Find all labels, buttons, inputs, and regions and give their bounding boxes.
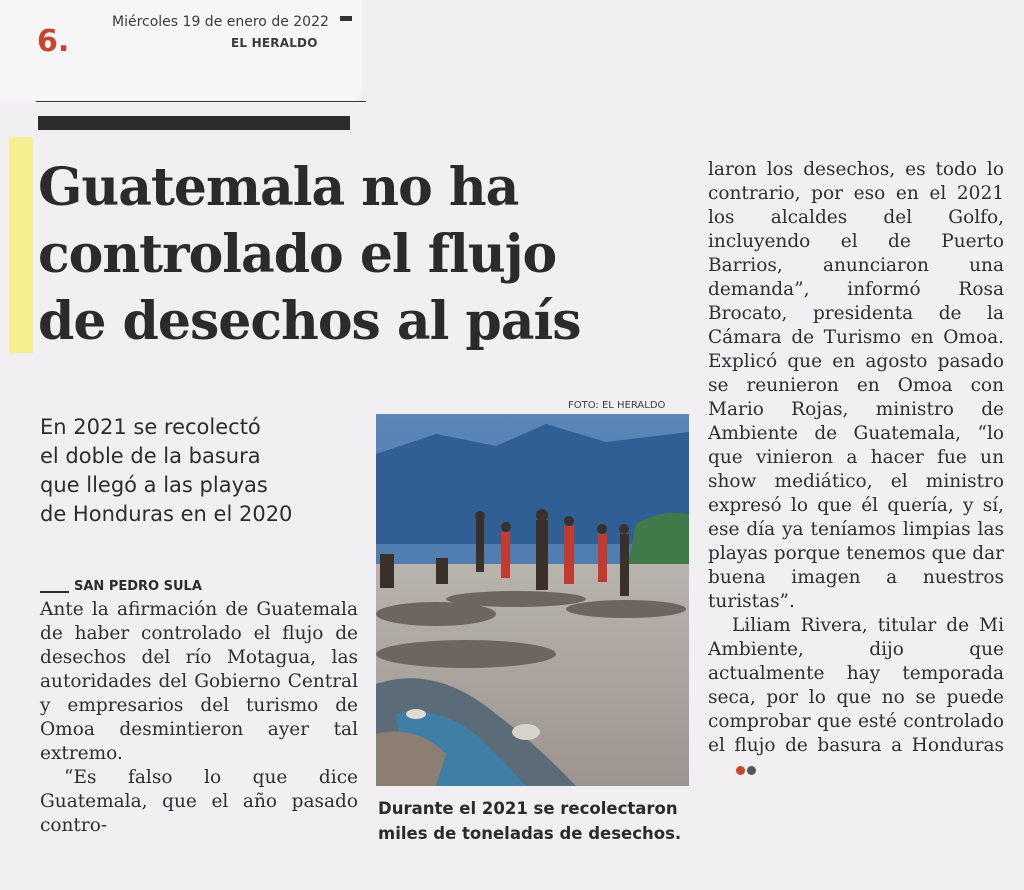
body-paragraph: Ante la afirmación de Guatemala de haber controlado el flujo de desechos del río Motagua, las autoridades del Gobierno Central y empresarios del turismo de Omoa desmintieron ayer tal extremo. <box>40 599 358 764</box>
beach-cleanup-photo <box>376 414 689 786</box>
caption-line: Durante el 2021 se recolectaron <box>378 799 678 818</box>
page-number: 6. <box>37 24 70 59</box>
body-column-left <box>40 598 358 838</box>
subhead-line: que llegó a las playas <box>40 473 268 497</box>
subheadline <box>40 413 340 529</box>
caption-line: miles de toneladas de desechos. <box>378 824 682 843</box>
body-paragraph: laron los desechos, es todo lo contrario, por eso en el 2021 los alcaldes del Golfo, incluyendo el de Puerto Barrios, anunciaron una demanda”, informó Rosa Brocato, presidenta de la Cámara de Turismo en Omoa. Explicó que en agosto pasado se reunieron en Omoa con Mario Rojas, ministro de Ambiente de Guatemala, “lo que vinieron a hacer fue un show mediático, el ministro expresó lo que él quería, y sí, ese día ya teníamos limpias las playas porque tenemos que dar buena imagen a nuestros turistas”. <box>708 159 1004 612</box>
headline-line: de desechos al país <box>38 291 581 352</box>
header-mark-icon <box>340 16 352 21</box>
headline <box>38 154 678 355</box>
subhead-line: de Honduras en el 2020 <box>40 502 293 526</box>
photo-caption <box>378 796 698 846</box>
header-divider <box>36 101 366 102</box>
photo-credit: FOTO: EL HERALDO <box>568 400 666 411</box>
headline-line: controlado el flujo <box>38 224 557 285</box>
body-column-right <box>708 158 1004 782</box>
dateline: SAN PEDRO SULA <box>74 579 202 594</box>
dateline-rule <box>40 591 69 593</box>
end-of-article-icon <box>712 758 758 782</box>
headline-line: Guatemala no ha <box>38 157 519 218</box>
section-bar <box>38 116 350 130</box>
subhead-line: En 2021 se recolectó <box>40 415 261 439</box>
body-paragraph-last <box>708 614 1004 782</box>
page-header-tab <box>0 0 362 100</box>
publication-name: EL HERALDO <box>231 36 318 50</box>
subhead-line: el doble de la basura <box>40 444 261 468</box>
body-paragraph-text: Liliam Rivera, titular de Mi Ambiente, dijo que actualmente hay temporada seca, por lo que no se puede comprobar que esté controlado el flujo de basura a Honduras <box>708 615 1004 756</box>
issue-date: Miércoles 19 de enero de 2022 <box>112 14 329 30</box>
body-paragraph: “Es falso lo que dice Guatemala, que el año pasado contro- <box>40 767 358 836</box>
highlighter-mark <box>9 137 33 353</box>
